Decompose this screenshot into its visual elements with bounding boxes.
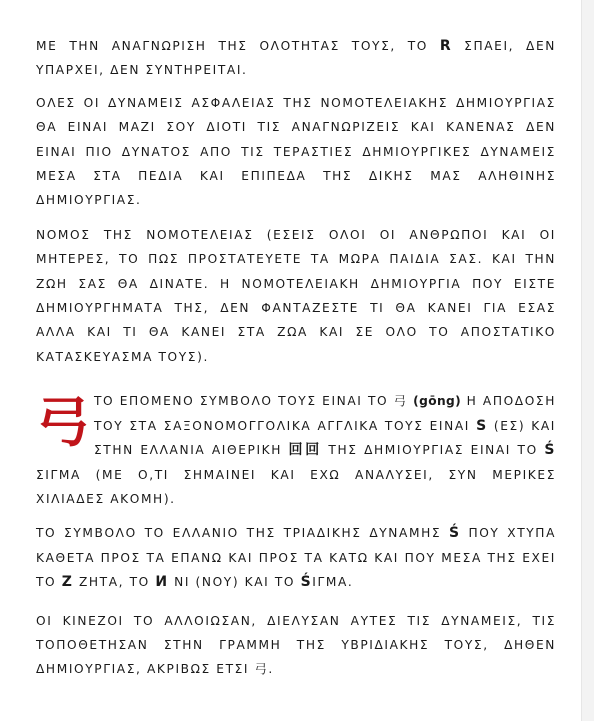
gong-section — [36, 389, 556, 511]
page-edge — [581, 0, 594, 721]
paragraph-2: ΟΛΕΣ ΟΙ ΔΥΝΑΜΕΙΣ ΑΣΦΑΛΕΙΑΣ ΤΗΣ ΝΟΜΟΤΕΛΕΙΑΚΗΣ ΔΗΜΙΟΥΡΓΙΑΣ ΘΑ ΕΙΝΑΙ ΜΑΖΙ ΣΟΥ ΔΙΟΤΙ ΤΙΣ ΑΝΑΓΝΩΡΙΖΕΙΣ ΚΑΙ ΚΑΝΕΝΑΣ ΔΕΝ ΕΙΝΑΙ ΠΙΟ ΔΥΝΑΤΟΣ ΑΠΟ ΤΙΣ ΤΕΡΑΣΤΙΕΣ ΔΗΜΙΟΥΡΓΙΚΕΣ ΔΥΝΑΜΕΙΣ ΜΕΣΑ ΣΤΑ ΠΕΔΙΑ ΚΑΙ ΕΠΙΠΕΔΑ ΤΗΣ ΔΙΚΗΣ ΜΑΣ ΑΛΗΘΙΝΗΣ ΔΗΜΙΟΥΡΓΙΑΣ. — [36, 95, 556, 208]
seal-symbol: 回回 — [288, 442, 322, 459]
s-bold-symbol: S — [476, 417, 488, 434]
paragraph-5-text-d: ΝΙ (ΝΟΥ) ΚΑΙ ΤΟ — [168, 575, 301, 590]
ni-symbol: И — [155, 574, 169, 591]
gong-inline-glyph-2: 弓 — [254, 662, 269, 677]
paragraph-4-text-c: (ΕΣ) ΚΑΙ ΣΤΗΝ ΕΛΛΑΝΙΑ ΑΙΘΕΡΙΚΗ — [94, 418, 557, 458]
sigma-symbol: Ś — [544, 442, 556, 459]
document-body — [36, 34, 556, 692]
paragraph-5-text-c: ΖΗΤΑ, ΤΟ — [73, 575, 156, 590]
paragraph-5 — [36, 521, 556, 594]
gong-romanization: (gōng) — [413, 394, 462, 409]
paragraph-5-text-a: ΤΟ ΣΥΜΒΟΛΟ ΤΟ ΕΛΛΑΝΙΟ ΤΗΣ ΤΡΙΑΔΙΚΗΣ ΔΥΝΑΜΗΣ — [36, 526, 449, 541]
paragraph-4-text-d: ΤΗΣ ΔΗΜΙΟΥΡΓΙΑΣ ΕΙΝΑΙ ΤΟ — [321, 443, 545, 458]
gong-glyph-image: 弓 — [36, 390, 90, 455]
gong-inline-glyph: 弓 — [393, 394, 408, 409]
paragraph-3: ΝΟΜΟΣ ΤΗΣ ΝΟΜΟΤΕΛΕΙΑΣ (ΕΣΕΙΣ ΟΛΟΙ ΟΙ ΑΝΘΡΩΠΟΙ ΚΑΙ ΟΙ ΜΗΤΕΡΕΣ, ΤΟ ΠΩΣ ΠΡΟΣΤΑΤΕΥΕΤΕ ΤΑ ΜΩΡΑ ΠΑΙΔΙΑ ΣΑΣ. ΚΑΙ ΤΗΝ ΖΩΗ ΣΑΣ ΘΑ ΔΙΝΑΤΕ. Η ΝΟΜΟΤΕΛΕΙΑΚΗ ΔΗΜΙΟΥΡΓΙΑ ΠΟΥ ΕΙΣΤΕ ΔΗΜΙΟΥΡΓΗΜΑΤΑ ΤΗΣ, ΔΕΝ ΦΑΝΤΑΖΕΣΤΕ ΤΙ ΘΑ ΚΑΝΕΙ ΓΙΑ ΕΣΑΣ ΑΛΛΑ ΚΑΙ ΤΙ ΘΑ ΚΑΝΕΙ ΣΤΑ ΖΩΑ ΚΑΙ ΣΕ ΟΛΟ ΤΟ ΑΠΟΣΤΑΤΙΚΟ ΚΑΤΑΣΚΕΥΑΣΜΑ ΤΟΥΣ). — [36, 227, 556, 364]
zeta-symbol: Z — [61, 574, 74, 591]
paragraph-6-text-a: ΟΙ ΚΙΝΕΖΟΙ ΤΟ ΑΛΛΟΙΩΣΑΝ, ΔΙΕΛΥΣΑΝ ΑΥΤΕΣ ΤΙΣ ΔΥΝΑΜΕΙΣ, ΤΙΣ ΤΟΠΟΘΕΤΗΣΑΝ ΣΤΗΝ ΓΡΑΜΜΗ ΤΗΣ ΥΒΡΙΔΙΑΚΗΣ ΤΟΥΣ, ΔΗΘΕΝ ΔΗΜΙΟΥΡΓΙΑΣ, ΑΚΡΙΒΩΣ ΕΤΣΙ — [36, 613, 556, 677]
paragraph-1 — [36, 34, 556, 83]
paragraph-5-text-b: ΠΟΥ ΧΤΥΠΑ ΚΑΘΕΤΑ ΠΡΟΣ ΤΑ ΕΠΑΝΩ ΚΑΙ ΠΡΟΣ ΤΑ ΚΑΤΩ ΚΑΙ ΠΟΥ ΜΕΣΑ ΤΗΣ ΕΧΕΙ ΤΟ — [36, 526, 557, 590]
paragraph-6 — [36, 609, 556, 682]
r-symbol: R — [439, 38, 453, 54]
paragraph-5-text-e: ΙΓΜΑ. — [312, 575, 354, 590]
paragraph-4-text-b: Η ΑΠΟΔΟΣΗ ΤΟΥ ΣΤΑ ΣΑΞΟΝΟΜΟΓΓΟΛΙΚΑ ΑΓΓΛΙΚΑ ΤΟΥΣ ΕΙΝΑΙ — [94, 394, 556, 433]
triad-sigma-symbol: Ś — [448, 525, 461, 542]
sigma-symbol-2: Ś — [300, 574, 313, 591]
paragraph-4 — [36, 389, 556, 511]
paragraph-1-text-b: ΣΠΑΕΙ, ΔΕΝ ΥΠΑΡΧΕΙ, ΔΕΝ ΣΥΝΤΗΡΕΙΤΑΙ. — [36, 39, 557, 78]
paragraph-4-text-e: ΣΙΓΜΑ (ΜΕ Ο,ΤΙ ΣΗΜΑΙΝΕΙ ΚΑΙ ΕΧΩ ΑΝΑΛΥΣΕΙ, ΣΥΝ ΜΕΡΙΚΕΣ ΧΙΛΙΑΔΕΣ ΑΚΟΜΗ). — [36, 467, 556, 506]
paragraph-4-text-a: ΤΟ ΕΠΟΜΕΝΟ ΣΥΜΒΟΛΟ ΤΟΥΣ ΕΙΝΑΙ ΤΟ — [94, 394, 394, 409]
paragraph-1-text-a: ΜΕ ΤΗΝ ΑΝΑΓΝΩΡΙΣΗ ΤΗΣ ΟΛΟΤΗΤΑΣ ΤΟΥΣ, ΤΟ — [36, 39, 440, 53]
paragraph-6-text-b: . — [268, 662, 274, 677]
